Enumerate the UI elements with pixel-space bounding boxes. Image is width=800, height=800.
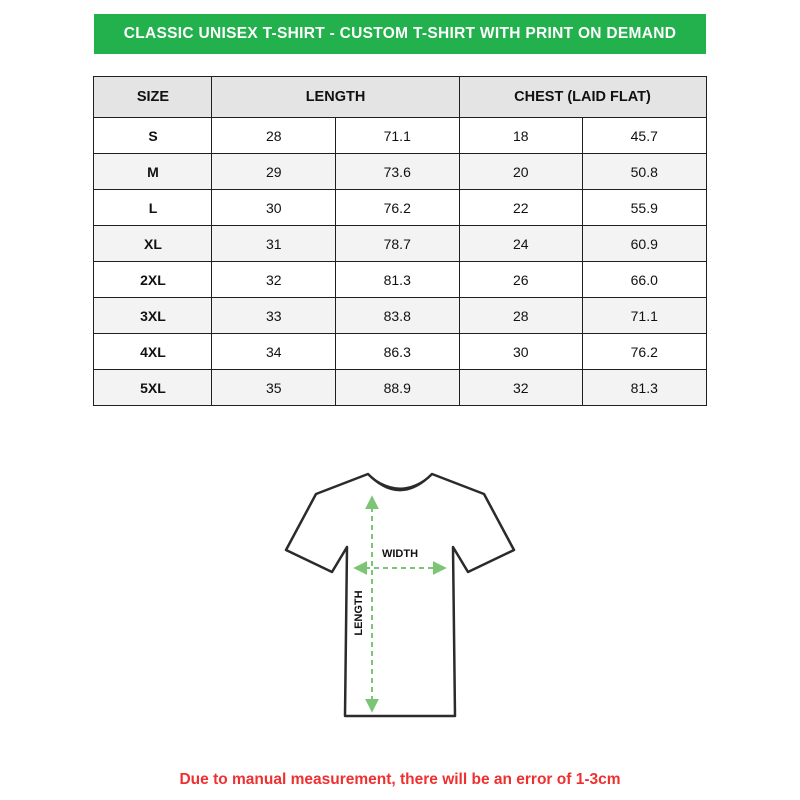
length-cm-cell: 76.2 (335, 190, 459, 226)
size-cell: 3XL (94, 298, 212, 334)
chest-cm-cell: 76.2 (583, 334, 707, 370)
size-cell: 2XL (94, 262, 212, 298)
tshirt-diagram-svg (245, 448, 555, 748)
length-cm-cell: 81.3 (335, 262, 459, 298)
table-row (94, 370, 706, 406)
size-cell: 4XL (94, 334, 212, 370)
chest-in-cell: 22 (459, 190, 583, 226)
chest-cm-cell: 60.9 (583, 226, 707, 262)
length-in-cell: 34 (212, 334, 336, 370)
size-cell: S (94, 118, 212, 154)
length-cm-cell: 78.7 (335, 226, 459, 262)
size-cell: M (94, 154, 212, 190)
measurement-error-note: Due to manual measurement, there will be an error of 1-3cm (179, 771, 621, 788)
table-row (94, 118, 706, 154)
chest-in-cell: 20 (459, 154, 583, 190)
length-cm-cell: 88.9 (335, 370, 459, 406)
length-in-cell: 31 (212, 226, 336, 262)
chest-cm-cell: 55.9 (583, 190, 707, 226)
chest-in-cell: 30 (459, 334, 583, 370)
chest-cm-cell: 50.8 (583, 154, 707, 190)
size-cell: XL (94, 226, 212, 262)
chest-cm-cell: 81.3 (583, 370, 707, 406)
table-row (94, 154, 706, 190)
chest-in-cell: 24 (459, 226, 583, 262)
chest-cm-cell: 71.1 (583, 298, 707, 334)
tshirt-measurement-diagram (245, 448, 555, 753)
size-table (93, 76, 706, 406)
table-row (94, 226, 706, 262)
table-row (94, 190, 706, 226)
length-in-cell: 29 (212, 154, 336, 190)
page-title: CLASSIC UNISEX T-SHIRT - CUSTOM T-SHIRT WITH PRINT ON DEMAND (94, 14, 706, 54)
length-in-cell: 28 (212, 118, 336, 154)
size-cell: L (94, 190, 212, 226)
tshirt-outline-icon (286, 474, 514, 716)
length-cm-cell: 71.1 (335, 118, 459, 154)
length-cm-cell: 86.3 (335, 334, 459, 370)
length-in-cell: 35 (212, 370, 336, 406)
table-row (94, 262, 706, 298)
length-cm-cell: 73.6 (335, 154, 459, 190)
chest-in-cell: 28 (459, 298, 583, 334)
length-cm-cell: 83.8 (335, 298, 459, 334)
header-size: SIZE (94, 77, 212, 118)
chest-cm-cell: 45.7 (583, 118, 707, 154)
table-row (94, 298, 706, 334)
chest-cm-cell: 66.0 (583, 262, 707, 298)
table-row (94, 334, 706, 370)
size-cell: 5XL (94, 370, 212, 406)
length-label: LENGTH (353, 590, 365, 636)
chest-in-cell: 32 (459, 370, 583, 406)
width-label: WIDTH (381, 548, 419, 560)
chest-in-cell: 26 (459, 262, 583, 298)
chest-in-cell: 18 (459, 118, 583, 154)
length-in-cell: 32 (212, 262, 336, 298)
table-header-row (94, 77, 706, 118)
header-length: LENGTH (212, 77, 459, 118)
length-in-cell: 33 (212, 298, 336, 334)
length-in-cell: 30 (212, 190, 336, 226)
header-chest: CHEST (LAID FLAT) (459, 77, 706, 118)
